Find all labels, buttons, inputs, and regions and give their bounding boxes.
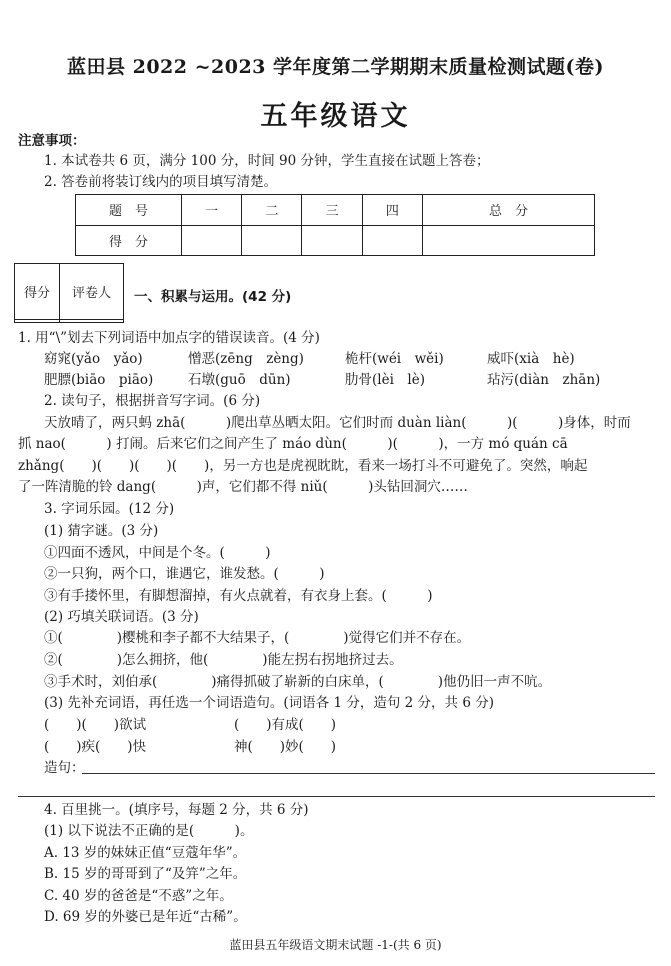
q3-prompt: 3. 字词乐园。(12 分) bbox=[44, 501, 175, 517]
option-d: D. 69 岁的外婆已是年近“古稀”。 bbox=[44, 909, 247, 925]
conj-item: ②( )怎么拥挤，他( )能左拐右拐地挤过去。 bbox=[44, 652, 403, 668]
score-header-total: 总 分 bbox=[422, 195, 594, 226]
grader-name-label: 评卷人 bbox=[60, 264, 124, 320]
section-1-title: 一、积累与运用。(42 分) bbox=[134, 289, 292, 305]
idiom-fill: ( )有成( ) bbox=[234, 717, 337, 733]
q1-prompt: 1. 用“\”划去下列词语中加点字的错误读音。(4 分) bbox=[18, 330, 320, 346]
note-item-2: 2. 答卷前将装订线内的项目填写清楚。 bbox=[44, 174, 278, 190]
score-header-part1: 一 bbox=[182, 195, 242, 226]
option-c: C. 40 岁的爸爸是“不惑”之年。 bbox=[44, 888, 233, 904]
riddle-item: ③有手搂怀里，有脚想溜掉，有火点就着，有衣身上套。( ) bbox=[44, 588, 433, 604]
riddle-item: ②一只狗，两个口，谁遇它，谁发愁。( ) bbox=[44, 566, 325, 582]
note-item-1: 1. 本试卷共 6 页，满分 100 分，时间 90 分钟，学生直接在试题上答卷； bbox=[44, 153, 490, 169]
page-footer: 蓝田县五年级语文期末试题 -1-(共 6 页) bbox=[229, 938, 442, 952]
q2-line: 天放晴了，两只蚂 zhā( )爬出草丛晒太阳。它们时而 duàn liàn( )( )身体，时而 bbox=[44, 415, 631, 431]
exam-title: 蓝田县 2022 ~2023 学年度第二学期期末质量检测试题(卷) bbox=[66, 56, 604, 78]
q2-line: zhǎng( )( )( )( )，另一方也是虎视眈眈，看来一场打斗不可避免了。突然，响起 bbox=[18, 458, 588, 474]
q1-item: 肥膘(biāo piāo) bbox=[44, 372, 154, 388]
q4-prompt: 4. 百里挑一。(填序号，每题 2 分，共 6 分) bbox=[44, 802, 309, 818]
grader-name-cell bbox=[60, 320, 124, 323]
q1-item: 窈窕(yǎo yǎo) bbox=[44, 351, 143, 367]
q3-sub3-title: (3) 先补充词语，再任选一个词语造句。(词语各 1 分，造句 2 分，共 6 分) bbox=[44, 695, 494, 711]
q2-line: 了一阵清脆的铃 dang( )声，它们都不得 niǔ( )头钻回洞穴…… bbox=[18, 479, 468, 495]
conj-item: ③手术时，刘伯承( )痛得抓破了崭新的白床单，( )他仍旧一声不吭。 bbox=[44, 674, 552, 690]
q3-sub2-title: (2) 巧填关联词语。(3 分) bbox=[44, 609, 199, 625]
grader-score-cell bbox=[15, 320, 60, 323]
score-header-label: 题 号 bbox=[76, 195, 182, 226]
score-cell bbox=[182, 225, 242, 256]
score-header-part2: 二 bbox=[242, 195, 302, 226]
riddle-item: ①四面不透风，中间是个冬。( ) bbox=[44, 545, 271, 561]
q1-item: 肋骨(lèi lè) bbox=[345, 372, 425, 388]
score-cell bbox=[242, 225, 302, 256]
idiom-fill: 神( )妙( ) bbox=[234, 739, 337, 755]
answer-divider bbox=[18, 796, 655, 797]
q1-item: 石墩(guō dūn) bbox=[188, 372, 291, 388]
score-cell bbox=[422, 225, 594, 256]
sentence-answer-line bbox=[82, 773, 655, 774]
score-cell bbox=[302, 225, 362, 256]
option-a: A. 13 岁的妹妹正值“豆蔻年华”。 bbox=[44, 845, 247, 861]
idiom-fill: ( )( )欲试 bbox=[44, 717, 147, 733]
score-header-part3: 三 bbox=[302, 195, 362, 226]
score-header-part4: 四 bbox=[362, 195, 422, 226]
q3-sub1-title: (1) 猜字谜。(3 分) bbox=[44, 523, 159, 539]
grader-table bbox=[14, 263, 124, 323]
q4-sub1: (1) 以下说法不正确的是( )。 bbox=[44, 823, 254, 839]
idiom-fill: ( )疾( )快 bbox=[44, 739, 147, 755]
q1-item: 玷污(diàn zhān) bbox=[487, 372, 601, 388]
q1-item: 桅杆(wéi wěi) bbox=[345, 351, 444, 367]
grader-score-label: 得分 bbox=[15, 264, 60, 320]
score-cell bbox=[362, 225, 422, 256]
exam-subtitle: 五年级语文 bbox=[260, 101, 411, 132]
q1-item: 威吓(xià hè) bbox=[487, 351, 575, 367]
sentence-label: 造句： bbox=[44, 760, 85, 776]
score-table bbox=[75, 194, 595, 256]
q1-item: 憎恶(zēng zèng) bbox=[188, 351, 304, 367]
notes-heading: 注意事项： bbox=[18, 133, 86, 149]
q2-prompt: 2. 读句子，根据拼音写字词。(6 分) bbox=[44, 393, 261, 409]
q2-line: 抓 nao( ) 打闹。后来它们之间产生了 máo dùn( )( )，一方 mó quán cā bbox=[18, 436, 568, 452]
conj-item: ①( )樱桃和李子都不大结果子，( )觉得它们并不存在。 bbox=[44, 630, 471, 646]
score-row-label: 得 分 bbox=[76, 225, 182, 256]
option-b: B. 15 岁的哥哥到了“及笄”之年。 bbox=[44, 866, 247, 882]
